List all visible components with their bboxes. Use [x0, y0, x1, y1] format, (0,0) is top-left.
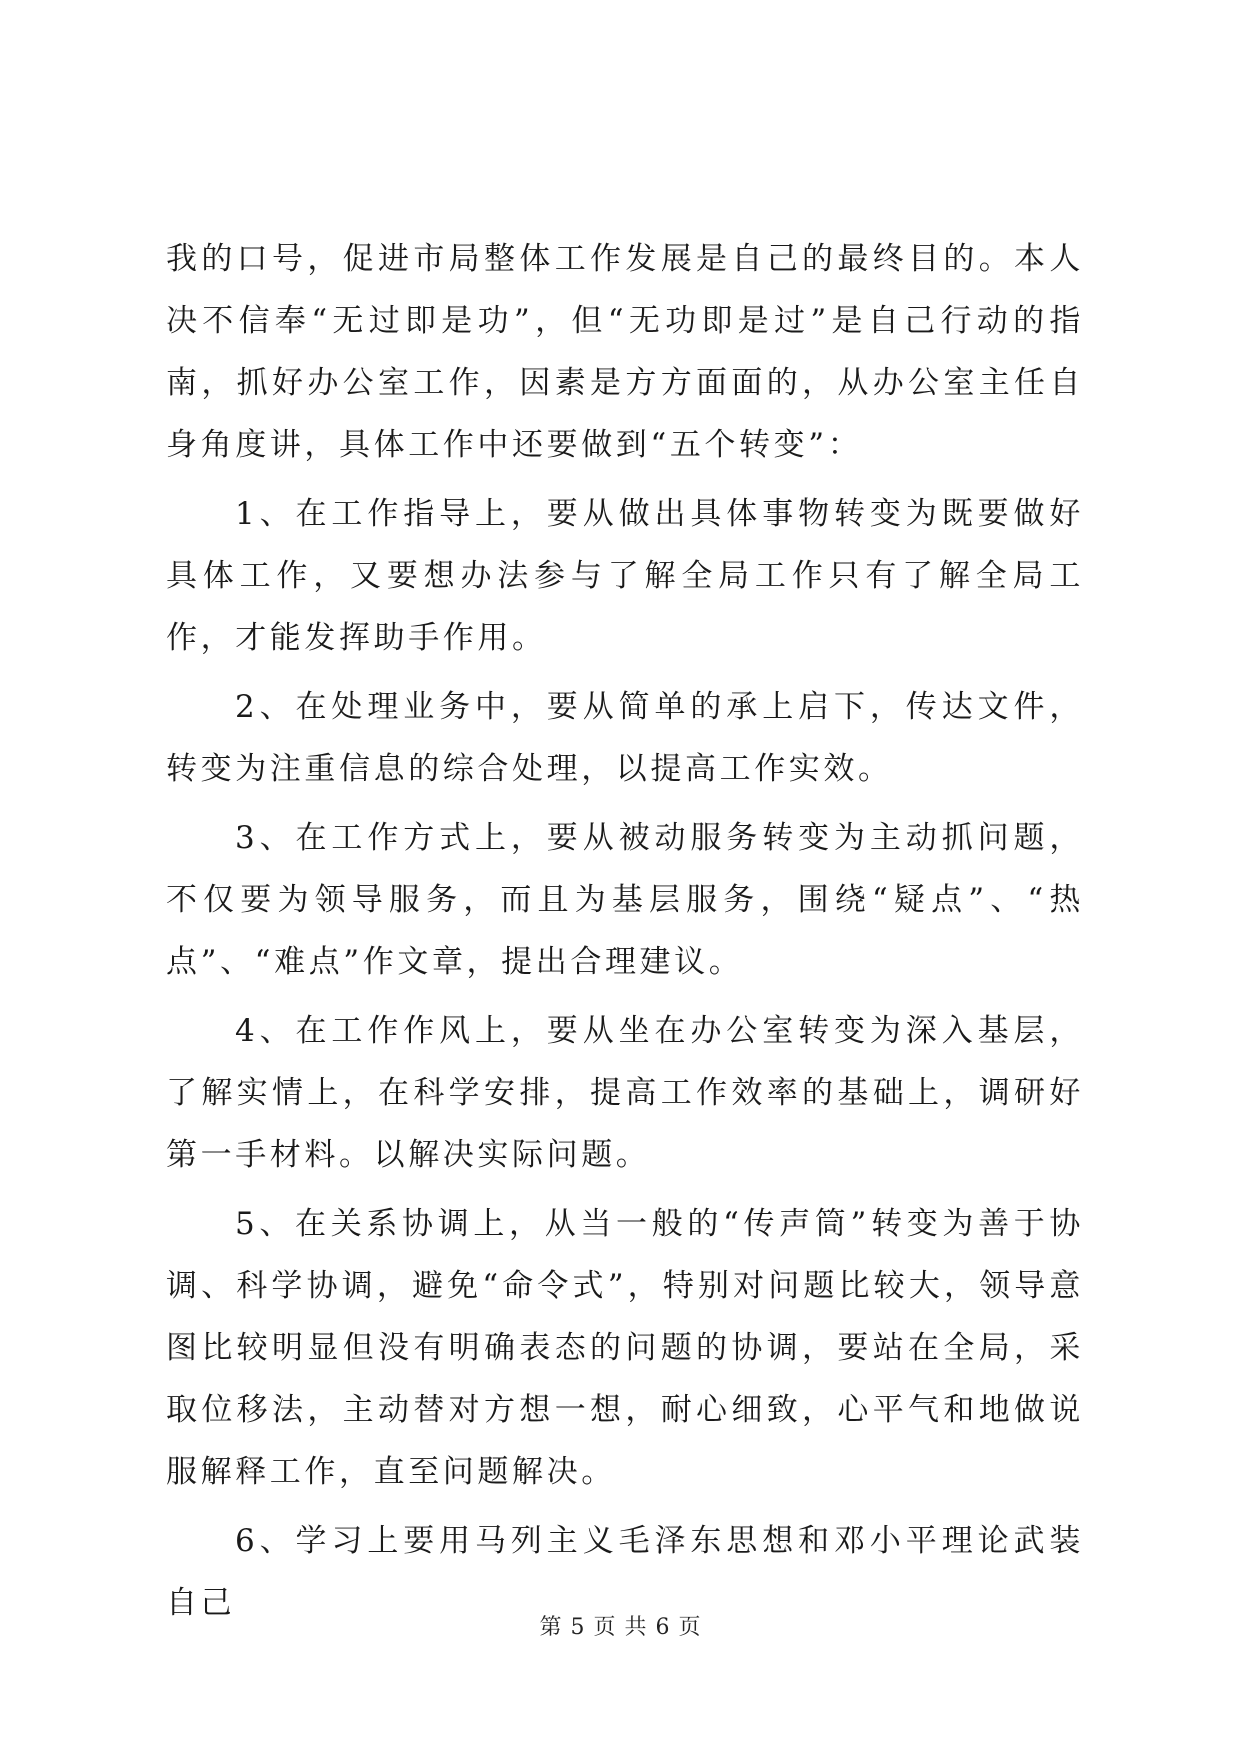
paragraph-item-5: 5、在关系协调上，从当一般的“传声筒”转变为善于协调、科学协调，避免“命令式”，特别对问题比较大，领导意图比较明显但没有明确表态的问题的协调，要站在全局，采取位移法，主动替对方想一想，耐心细致，心平气和地做说服解释工作，直至问题解决。: [166, 1206, 1084, 1490]
paragraph-continuation: 我的口号，促进市局整体工作发展是自己的最终目的。本人决不信奉“无过即是功”，但“无功即是过”是自己行动的指南，抓好办公室工作，因素是方方面面的，从办公室主任自身角度讲，具体工作中还要做到“五个转变”：: [166, 241, 1084, 463]
paragraph-item-4: 4、在工作作风上，要从坐在办公室转变为深入基层，了解实情上，在科学安排，提高工作效率的基础上，调研好第一手材料。以解决实际问题。: [166, 1013, 1084, 1173]
paragraph-item-3: 3、在工作方式上，要从被动服务转变为主动抓问题，不仅要为领导服务，而且为基层服务，围绕“疑点”、“热点”、“难点”作文章，提出合理建议。: [166, 820, 1084, 980]
page-number-footer: 第 5 页 共 6 页: [539, 1615, 702, 1640]
paragraph-item-1: 1、在工作指导上，要从做出具体事物转变为既要做好具体工作，又要想办法参与了解全局工作只有了解全局工作，才能发挥助手作用。: [166, 496, 1084, 656]
document-body: [166, 228, 1084, 1634]
paragraph-item-6: 6、学习上要用马列主义毛泽东思想和邓小平理论武装自己: [166, 1523, 1084, 1621]
paragraph-item-2: 2、在处理业务中，要从简单的承上启下，传达文件，转变为注重信息的综合处理，以提高工作实效。: [166, 689, 1084, 787]
